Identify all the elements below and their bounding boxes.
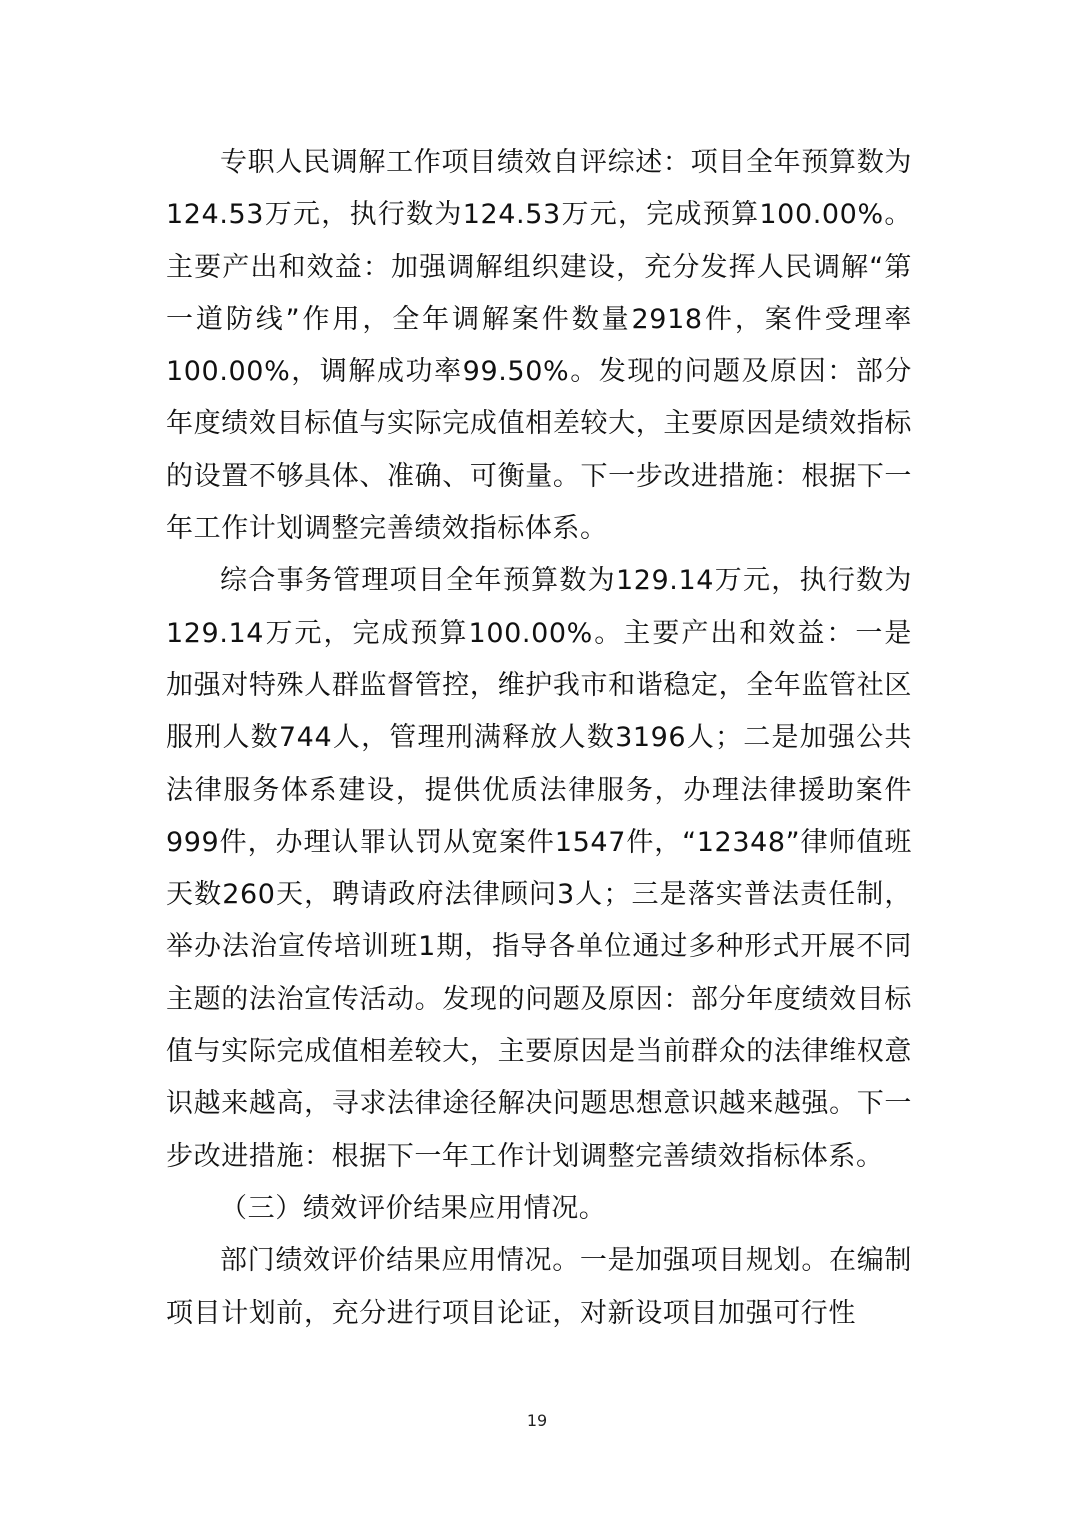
section-heading: （三）绩效评价结果应用情况。: [220, 1192, 607, 1224]
paragraph-evaluation-application: 部门绩效评价结果应用情况。一是加强项目规划。在编制项目计划前，充分进行项目论证，对新设项目加强可行性: [166, 1245, 912, 1329]
page-number: 19: [526, 1411, 548, 1430]
document-body: [166, 137, 912, 1340]
paragraph-general-affairs-project: 综合事务管理项目全年预算数为129.14万元，执行数为129.14万元，完成预算100.00%。主要产出和效益：一是加强对特殊人群监督管控，维护我市和谐稳定，全年监管社区服刑人数744人，管理刑满释放人数3196人；二是加强公共法律服务体系建设，提供优质法律服务，办理法律援助案件999件，办理认罪认罚从宽案件1547件，“12348”律师值班天数260天，聘请政府法律顾问3人；三是落实普法责任制，举办法治宣传培训班1期，指导各单位通过多种形式开展不同主题的法治宣传活动。发现的问题及原因：部分年度绩效目标值与实际完成值相差较大，主要原因是当前群众的法律维权意识越来越高，寻求法律途径解决问题思想意识越来越强。下一步改进措施：根据下一年工作计划调整完善绩效指标体系。: [166, 565, 912, 1172]
paragraph-mediation-project: 专职人民调解工作项目绩效自评综述：项目全年预算数为124.53万元，执行数为124.53万元，完成预算100.00%。主要产出和效益：加强调解组织建设，充分发挥人民调解“第一道防线”作用，全年调解案件数量2918件，案件受理率100.00%，调解成功率99.50%。发现的问题及原因：部分年度绩效目标值与实际完成值相差较大，主要原因是绩效指标的设置不够具体、准确、可衡量。下一步改进措施：根据下一年工作计划调整完善绩效指标体系。: [166, 147, 912, 545]
